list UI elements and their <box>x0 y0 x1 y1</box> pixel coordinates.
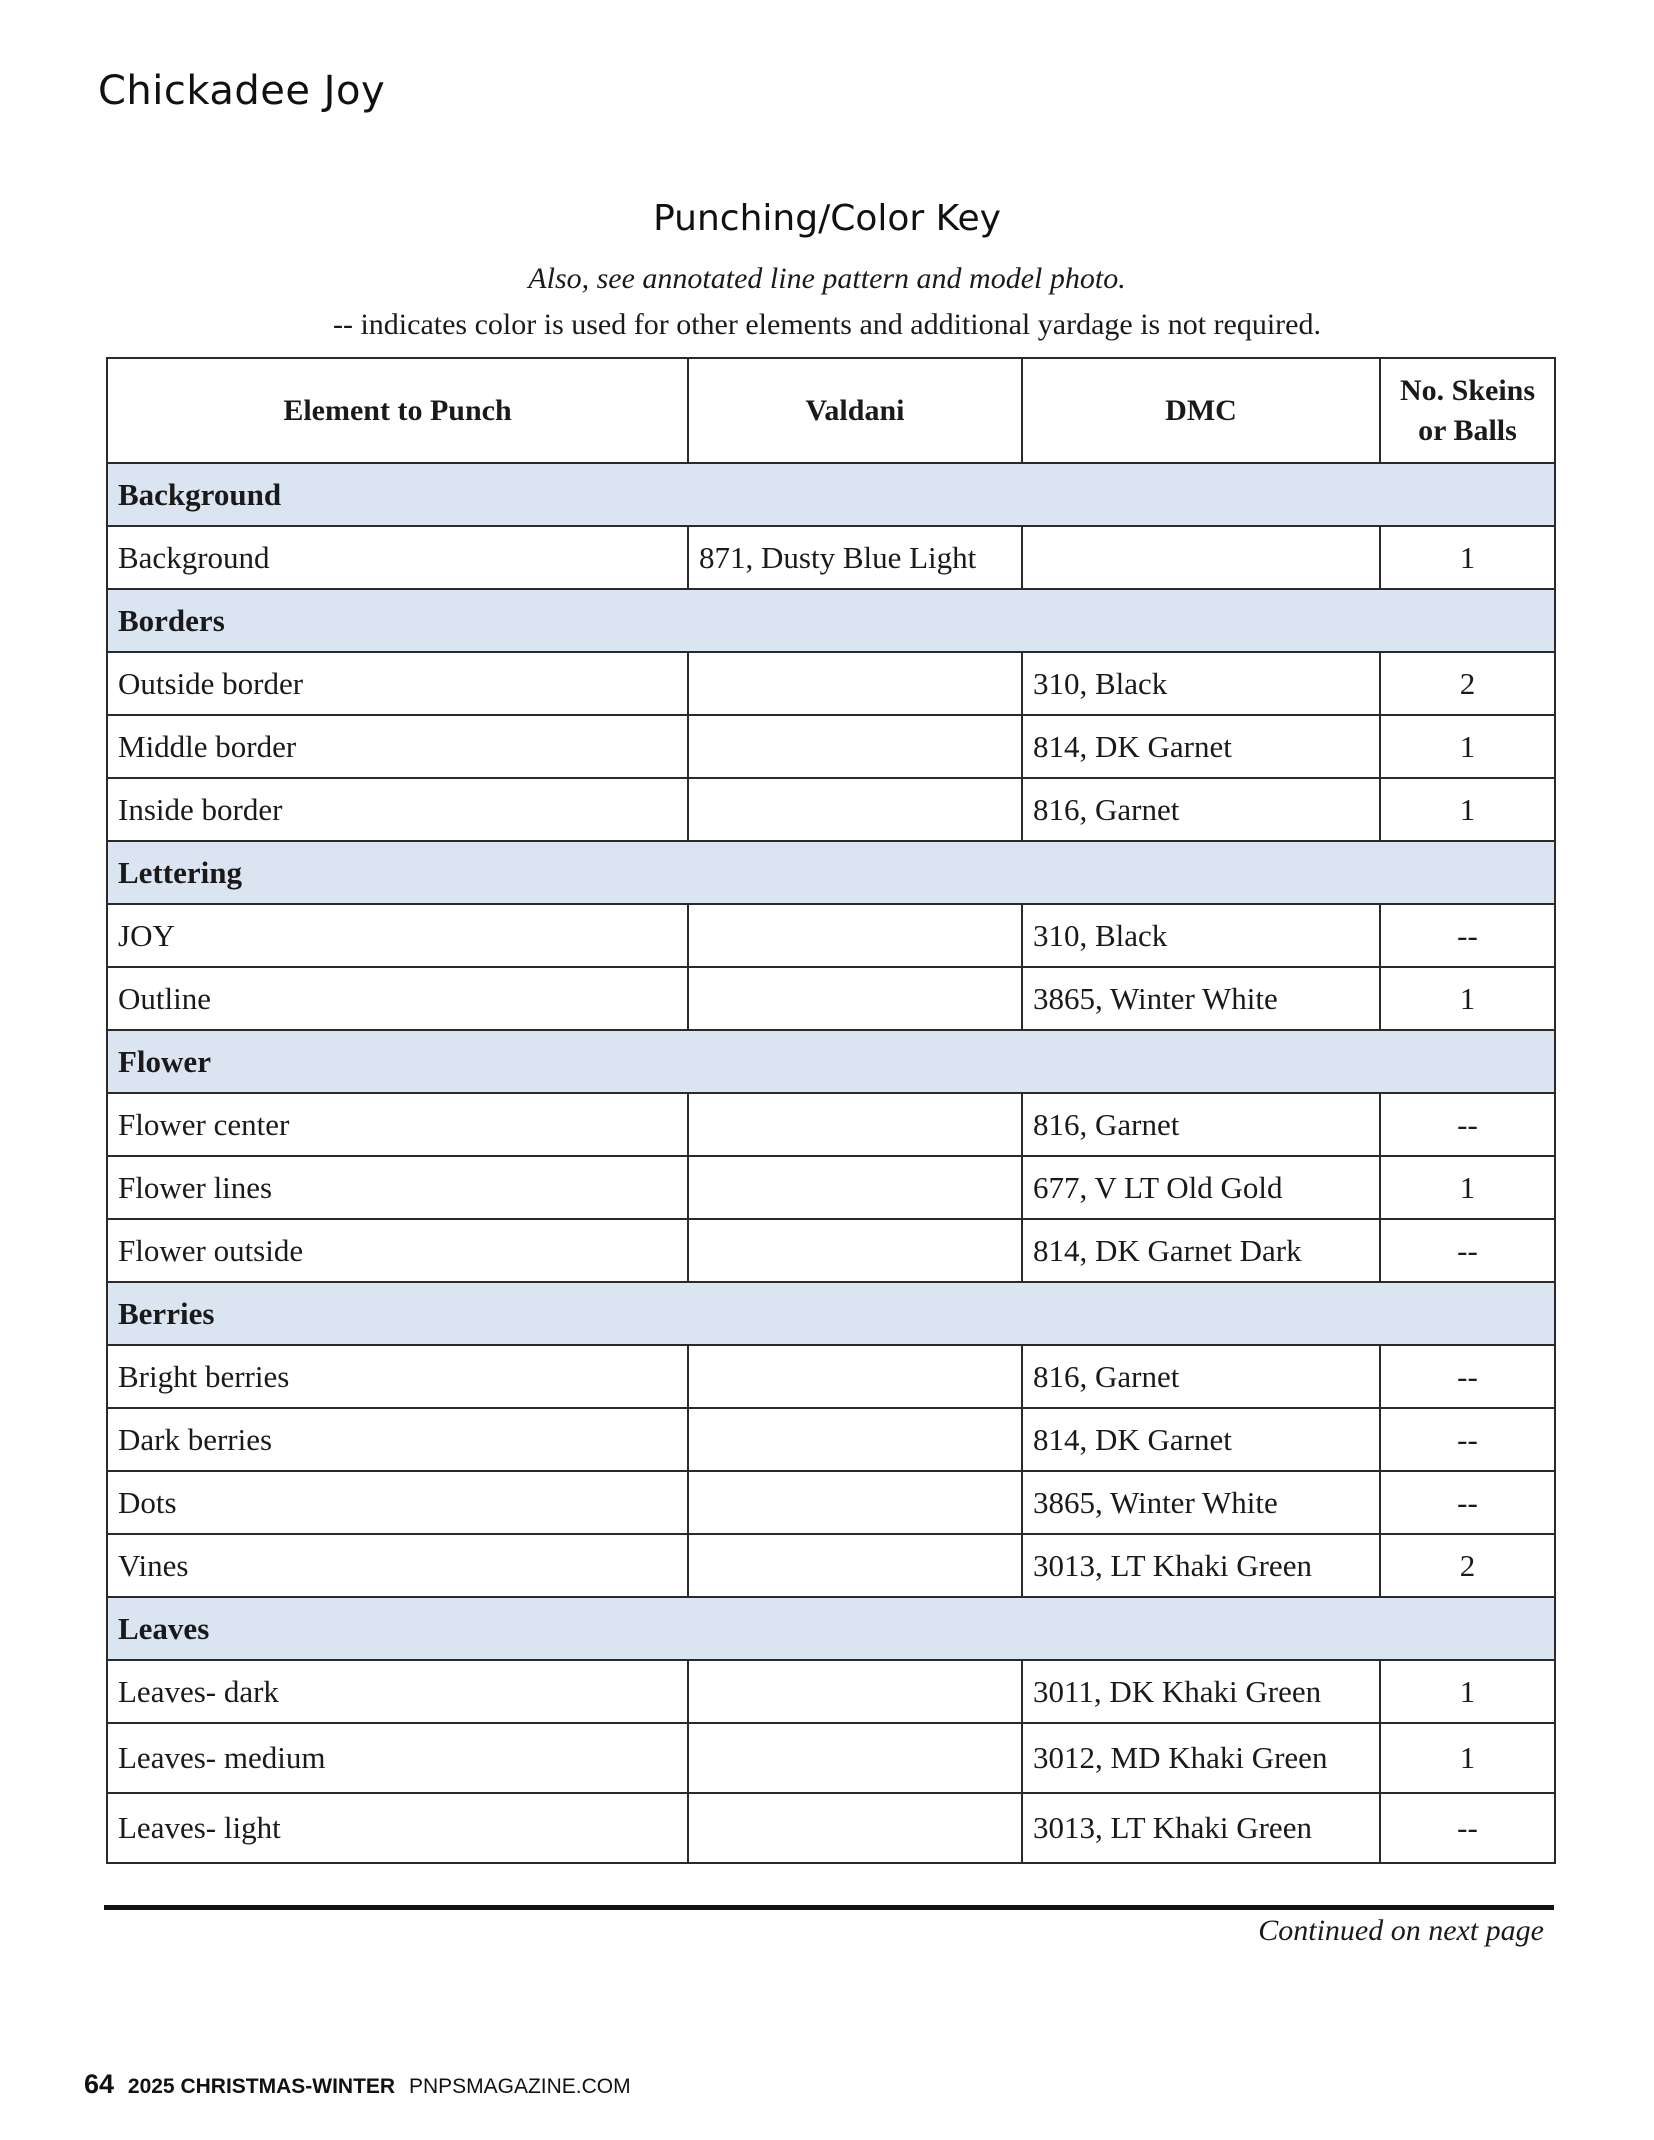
cell-dmc: 3013, LT Khaki Green <box>1022 1534 1380 1597</box>
table-row <box>107 778 1555 841</box>
category-label: Background <box>107 463 1555 526</box>
cell-qty: 1 <box>1380 715 1555 778</box>
cell-valdani <box>688 1471 1022 1534</box>
cell-dmc: 816, Garnet <box>1022 1345 1380 1408</box>
cell-dmc: 310, Black <box>1022 904 1380 967</box>
cell-element: Vines <box>107 1534 688 1597</box>
category-row <box>107 841 1555 904</box>
cell-element: Outline <box>107 967 688 1030</box>
cell-dmc: 816, Garnet <box>1022 1093 1380 1156</box>
table-row <box>107 1534 1555 1597</box>
cell-dmc: 3012, MD Khaki Green <box>1022 1723 1380 1793</box>
cell-valdani <box>688 1345 1022 1408</box>
cell-qty: 2 <box>1380 652 1555 715</box>
cell-valdani <box>688 715 1022 778</box>
category-row <box>107 1030 1555 1093</box>
table-body <box>107 463 1555 1863</box>
cell-dmc: 816, Garnet <box>1022 778 1380 841</box>
category-label: Borders <box>107 589 1555 652</box>
note-plain: -- indicates color is used for other elements and additional yardage is not required. <box>332 308 1321 341</box>
table-row <box>107 1471 1555 1534</box>
cell-qty: -- <box>1380 1793 1555 1863</box>
cell-element: Dark berries <box>107 1408 688 1471</box>
header-skeins: No. Skeins or Balls <box>1380 358 1555 463</box>
cell-element: Flower center <box>107 1093 688 1156</box>
cell-dmc: 3011, DK Khaki Green <box>1022 1660 1380 1723</box>
cell-qty: 1 <box>1380 1156 1555 1219</box>
cell-valdani <box>688 1093 1022 1156</box>
cell-element: Leaves- light <box>107 1793 688 1863</box>
table-row <box>107 526 1555 589</box>
cell-dmc: 310, Black <box>1022 652 1380 715</box>
color-key-table <box>106 357 1556 1864</box>
cell-qty: 1 <box>1380 526 1555 589</box>
cell-qty: -- <box>1380 1345 1555 1408</box>
cell-element: Leaves- dark <box>107 1660 688 1723</box>
issue-label: 2025 CHRISTMAS-WINTER <box>127 2075 396 2098</box>
note-italic: Also, see annotated line pattern and model photo. <box>528 262 1126 295</box>
cell-dmc: 814, DK Garnet Dark <box>1022 1219 1380 1282</box>
cell-valdani <box>688 904 1022 967</box>
cell-element: Flower lines <box>107 1156 688 1219</box>
cell-valdani <box>688 1660 1022 1723</box>
category-label: Leaves <box>107 1597 1555 1660</box>
cell-qty: 2 <box>1380 1534 1555 1597</box>
cell-element: Inside border <box>107 778 688 841</box>
document-title: Chickadee Joy <box>98 68 386 114</box>
cell-element: Outside border <box>107 652 688 715</box>
cell-qty: 1 <box>1380 778 1555 841</box>
cell-qty: 1 <box>1380 1660 1555 1723</box>
cell-qty: -- <box>1380 1093 1555 1156</box>
cell-element: Flower outside <box>107 1219 688 1282</box>
cell-element: Background <box>107 526 688 589</box>
cell-qty: -- <box>1380 904 1555 967</box>
table-row <box>107 715 1555 778</box>
category-label: Flower <box>107 1030 1555 1093</box>
table-row <box>107 967 1555 1030</box>
table-row <box>107 1793 1555 1863</box>
cell-valdani <box>688 1793 1022 1863</box>
table-row <box>107 1408 1555 1471</box>
category-row <box>107 1597 1555 1660</box>
cell-qty: -- <box>1380 1219 1555 1282</box>
cell-valdani <box>688 1534 1022 1597</box>
table-row <box>107 904 1555 967</box>
cell-element: Middle border <box>107 715 688 778</box>
cell-dmc: 814, DK Garnet <box>1022 715 1380 778</box>
category-row <box>107 463 1555 526</box>
cell-valdani <box>688 1156 1022 1219</box>
cell-valdani <box>688 1723 1022 1793</box>
header-valdani: Valdani <box>688 358 1022 463</box>
page-footer <box>84 2069 631 2100</box>
cell-valdani <box>688 1219 1022 1282</box>
table-row <box>107 1660 1555 1723</box>
continued-note: Continued on next page <box>1258 1914 1544 1947</box>
cell-qty: -- <box>1380 1471 1555 1534</box>
bottom-rule <box>104 1905 1554 1910</box>
cell-qty: -- <box>1380 1408 1555 1471</box>
category-row <box>107 1282 1555 1345</box>
category-label: Berries <box>107 1282 1555 1345</box>
category-label: Lettering <box>107 841 1555 904</box>
section-title: Punching/Color Key <box>653 198 1001 239</box>
cell-valdani <box>688 967 1022 1030</box>
cell-qty: 1 <box>1380 967 1555 1030</box>
cell-element: Bright berries <box>107 1345 688 1408</box>
cell-dmc: 3865, Winter White <box>1022 1471 1380 1534</box>
header-element: Element to Punch <box>107 358 688 463</box>
table-row <box>107 1723 1555 1793</box>
cell-element: Dots <box>107 1471 688 1534</box>
cell-element: JOY <box>107 904 688 967</box>
cell-valdani: 871, Dusty Blue Light <box>688 526 1022 589</box>
table-row <box>107 1156 1555 1219</box>
table-row <box>107 1345 1555 1408</box>
table-row <box>107 1093 1555 1156</box>
cell-valdani <box>688 1408 1022 1471</box>
cell-dmc <box>1022 526 1380 589</box>
table-header-row <box>107 358 1555 463</box>
category-row <box>107 589 1555 652</box>
site-url: PNPSMAGAZINE.COM <box>408 2075 631 2098</box>
table-row <box>107 652 1555 715</box>
cell-dmc: 814, DK Garnet <box>1022 1408 1380 1471</box>
cell-qty: 1 <box>1380 1723 1555 1793</box>
header-dmc: DMC <box>1022 358 1380 463</box>
cell-dmc: 3013, LT Khaki Green <box>1022 1793 1380 1863</box>
cell-dmc: 3865, Winter White <box>1022 967 1380 1030</box>
cell-dmc: 677, V LT Old Gold <box>1022 1156 1380 1219</box>
table-row <box>107 1219 1555 1282</box>
page-number: 64 <box>84 2069 115 2099</box>
cell-valdani <box>688 652 1022 715</box>
cell-valdani <box>688 778 1022 841</box>
cell-element: Leaves- medium <box>107 1723 688 1793</box>
